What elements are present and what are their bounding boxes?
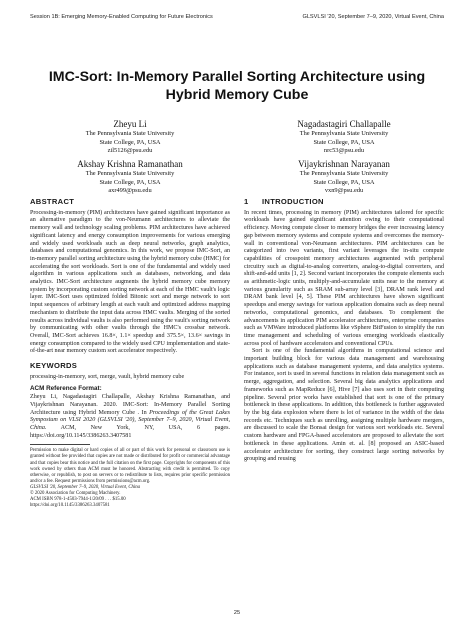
author-email[interactable]: nrc53@psu.edu (323, 147, 365, 154)
running-head (30, 14, 444, 20)
doi-link[interactable]: https://doi.org/10.1145/3386263.3407581 (30, 503, 110, 509)
permission-venue: GLSVLSI '20, September 7–9, 2020, Virtual Event, China (30, 484, 141, 490)
author-affiliation: The Pennsylvania State University (85, 130, 175, 137)
acm-reference-tail[interactable]: ACM, New York, NY, USA, 6 pages. https://doi.org/10.1145/3386263.3407581 (30, 424, 230, 439)
copyright-line: © 2020 Association for Computing Machinery. (30, 491, 121, 497)
permission-text: Permission to make digital or hard copies of all or part of this work for personal or classroom use is granted without fee provided that copies are not made or distributed for profit or commercial advantage and that copies bear this notice and the full citation on the first page. Copyrights for components of this work owned by others than ACM must be honored. Abstracting with credit is permitted. To copy otherwise, or republish, to post on servers or to redistribute to lists, requires prior specific permission and/or a fee. Request permissions from permissions@acm.org. (30, 448, 230, 484)
author-card (30, 118, 230, 156)
author-name: Vijaykrishnan Narayanan (298, 159, 390, 169)
footnote-divider (30, 444, 90, 445)
introduction-heading (244, 198, 444, 206)
author-location: State College, PA, USA (99, 178, 161, 186)
left-column (30, 198, 230, 509)
author-location: State College, PA, USA (99, 138, 161, 146)
author-name: Nagadastagiri Challapalle (297, 119, 391, 129)
section-number: 1 (244, 197, 249, 206)
abstract-text: Processing-in-memory (PIM) architectures have gained significant importance as an alternative paradigm to the von-Neumann architectures to alleviate the memory wall and technology scaling problems. PIM architectures have achieved significant latency and energy consumption improvements for various emerging and widely used workloads such as deep neural networks, graph analytics, databases and computational genomics. In this work, we propose IMC-Sort, an in-memory parallel sorting architecture using the hybrid memory cube (HMC) for accelerating the sort workloads. Sort is one of the fundamental and widely used algorithm in various applications such as databases, networking, and data analytics. IMC-Sort architecture augments the hybrid memory cube memory system by incorporating custom sorting network at each of the HMC vault's logic layer. IMC-Sort uses optimized folded Bitonic sort and merge network to sort input sequences of arbitrary length at each vault and optimized address mapping mechanism to distribute the input data across HMC vaults. Merging of the sorted results across individual vaults is also performed using the vault's sorting network by communicating with other vaults through the HMC's crossbar network. Overall, IMC-Sort achieves 16.8×, 1.1× speedup and 375.5×, 13.6× savings in energy consumption compared to the widely used CPU implementation and state-of-the-art near memory custom sort accelerator respectively. (30, 209, 230, 355)
author-name: Akshay Krishna Ramanathan (77, 159, 183, 169)
author-card (244, 118, 444, 156)
author-card (244, 158, 444, 196)
author-affiliation: The Pennsylvania State University (85, 170, 175, 177)
keywords-text: processing-in-memory, sort, merge, vault, hybrid memory cube (30, 373, 185, 380)
running-head-left: Session 1B: Emerging Memory-Enabled Computing for Future Electronics (30, 14, 213, 20)
section-title: INTRODUCTION (262, 197, 324, 206)
paper-title: IMC-Sort: In-Memory Parallel Sorting Architecture using Hybrid Memory Cube (48, 69, 426, 103)
author-affiliation: The Pennsylvania State University (299, 170, 389, 177)
abstract-heading: ABSTRACT (30, 197, 75, 206)
acm-reference-heading: ACM Reference Format: (30, 385, 102, 393)
author-affiliation: The Pennsylvania State University (299, 130, 389, 137)
isbn-line: ACM ISBN 978-1-4503-7944-1/20/09 . . . $15.00 (30, 497, 126, 503)
introduction-paragraph-2: Sort is one of the fundamental algorithms in computational science and important building block for various data management and warehousing applications such as database management systems, and data analytics systems. For instance, sort is used in several functions in relation data management such as merge, aggregation, and selection. Several big data analytics applications and frameworks such as MapReduce [6], Hive [7] also uses sort in their computing pipeline. Several prior works have established that sort is one of the primary bottleneck in these applications. In addition, this bottleneck is further aggravated by the big data explosion where there is lot of variance in the width of the data records etc. Techniques such as unrolling, assigning multiple hardware mergers, are discussed to scale the Bonsai design for various sort workloads etc. Several custom hardware and FPGA-based accelerators are proposed to alleviate the sort bottleneck in these applications. Amin et. al. [8] proposed an ASIC-based accelerator architecture for sorting, they construct large sorting networks by grouping and reusing (244, 348, 444, 463)
running-head-right: GLSVLSI '20, September 7–9, 2020, Virtual Event, China (302, 14, 444, 20)
acm-reference-text (30, 394, 230, 440)
page-number: 25 (233, 610, 241, 616)
author-email[interactable]: zil5126@psu.edu (107, 147, 153, 154)
permission-block (30, 444, 230, 509)
right-column (244, 198, 444, 464)
author-email[interactable]: vxn9@psu.edu (324, 187, 364, 194)
author-location: State College, PA, USA (313, 138, 375, 146)
introduction-paragraph-1: In recent times, processing in memory (PIM) architectures tailored for specific workloads have gained significant attention owing to their computational efficiency. Moving compute closer to memory bridges the ever increasing latency gap between memory systems and compute systems and overcomes the memory-wall in conventional von-Neumann architectures. PIM architectures can be categorized into two variants, first variant leverages the in-situ compute capabilities of crosspoint memory architectures augmented with peripheral circuitry such as digital-to-analog converters, analog-to-digital converters, and shift-and-add units [1, 2]. Second variant incorporates the compute elements such as arithmetic-logic units, multiply-and-accumulate units near to the memory at various granularity such as SRAM sub-array level [3], DRAM rank level and DRAM bank level [4, 5]. These PIM architectures have shown significant speedups and energy savings for various application domains such as deep neural networks, computational genomics, and databases. To complement the advancements in application PIM accelerator architectures, enterprise companies such as VMWare introduced platforms like vSphere BitFusion to simplify the run time management and scheduling of various emerging workloads elastically across pool of hardware accelerators and conventional CPUs. (244, 209, 444, 347)
acm-reference-venue: Proceedings of the Great Lakes Symposium on VLSI 2020 (GLSVLSI '20), September 7–9, 2020, Virtual Event, China. (30, 409, 230, 431)
author-name: Zheyu Li (113, 119, 147, 129)
keywords-heading: KEYWORDS (30, 361, 78, 371)
author-email[interactable]: axr499@psu.edu (108, 187, 152, 194)
author-location: State College, PA, USA (313, 178, 375, 186)
author-card (30, 158, 230, 196)
acm-reference-authors: Zheyu Li, Nagadastagiri Challapalle, Akshay Krishna Ramanathan, and Vijaykrishnan Narayanan. 2020. IMC-Sort: In-Memory Parallel Sorting Architecture using Hybrid Memory Cube . In (30, 394, 230, 416)
